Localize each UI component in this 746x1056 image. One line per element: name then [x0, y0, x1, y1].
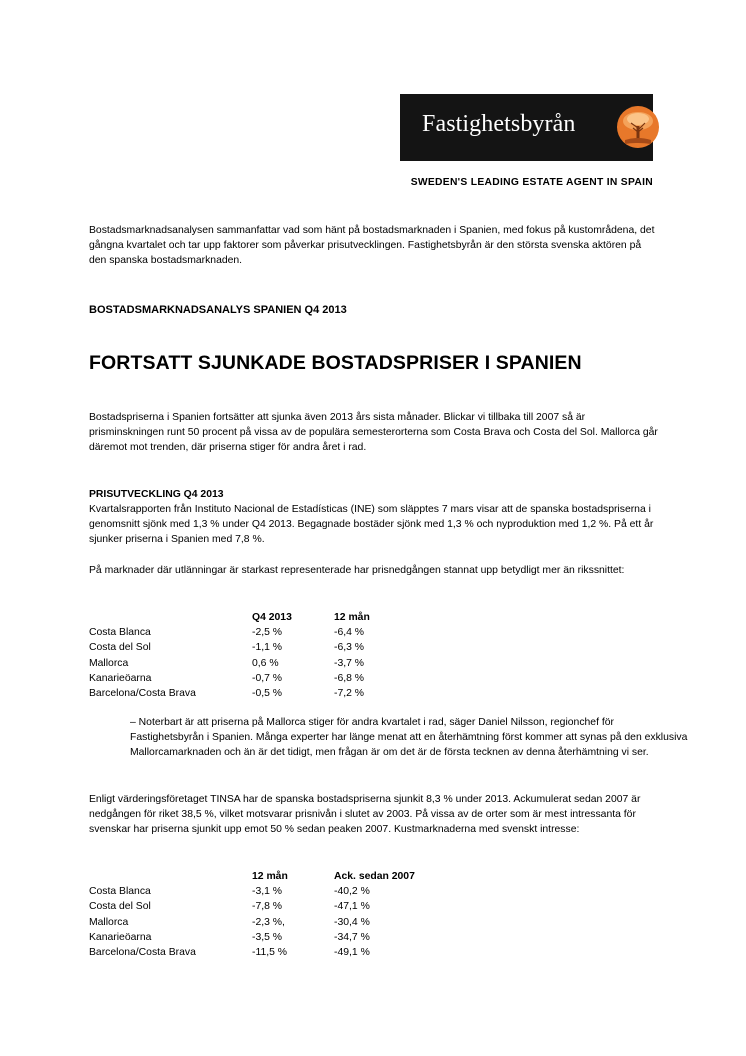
table-cell: Kanarieöarna [89, 931, 152, 943]
table-row [89, 899, 415, 914]
table-cell: 0,6 % [252, 657, 279, 669]
table-cell: Barcelona/Costa Brava [89, 946, 196, 958]
table-cell: Costa del Sol [89, 901, 151, 913]
table-row [89, 930, 415, 945]
table-cell: Costa del Sol [89, 642, 151, 654]
table-cell: Costa Blanca [89, 886, 151, 898]
table-row [89, 686, 370, 701]
table-header-cell: Ack. sedan 2007 [334, 871, 415, 882]
table-cell: -11,5 % [252, 946, 288, 958]
table-row [89, 915, 415, 930]
lede-paragraph: Bostadspriserna i Spanien fortsätter att sjunka även 2013 års sista månader. Blickar vi tillbaka till 2007 så är prisminskningen runt 50 procent på vissa av de populära semesterorterna som Costa Brava och Costa del Sol. Mallorca går däremot mot trenden, där priserna stiger för andra året i rad. [89, 412, 658, 454]
table-cell: Costa Blanca [89, 627, 151, 639]
table-header-cell: 12 mån [334, 612, 370, 623]
tinsa-paragraph: Enligt värderingsföretaget TINSA har de spanska bostadspriserna sjunkit 8,3 % under 2013. Ackumulerat sedan 2007 är nedgången för riket 38,5 %, vilket motsvarar prisnivån i slutet av 2003. På vissa av de orter som är mest intressanta för svenskar har priserna sjunkit upp emot 50 % sedan peaken 2007. Kustmarknaderna med svenskt intresse: [89, 794, 641, 836]
section-title: PRISUTVECKLING Q4 2013 [89, 489, 224, 500]
table-cell: -47,1 % [334, 901, 370, 913]
table-cell: Mallorca [89, 657, 129, 669]
table-cell: -3,7 % [334, 657, 365, 669]
table-row [89, 625, 370, 640]
table-cell: -30,4 % [334, 916, 370, 928]
price-table-2007 [89, 869, 415, 960]
page-title: FORTSATT SJUNKADE BOSTADSPRISER I SPANIEN [89, 352, 582, 374]
table-cell: -0,5 % [252, 687, 283, 699]
table-row [89, 656, 370, 671]
table-header-cell [89, 869, 252, 884]
table-cell: -6,8 % [334, 672, 365, 684]
table-cell: -6,3 % [334, 642, 365, 654]
table-cell: Mallorca [89, 916, 129, 928]
table-cell: -2,5 % [252, 627, 283, 639]
table-cell: Kanarieöarna [89, 672, 152, 684]
table-cell: -6,4 % [334, 627, 365, 639]
table-cell: -0,7 % [252, 672, 283, 684]
table-cell: -49,1 % [334, 946, 370, 958]
table-row [89, 884, 415, 899]
table-header-cell [89, 610, 252, 625]
table-row [89, 945, 415, 960]
markets-paragraph: På marknader där utlänningar är starkast representerade har prisnedgången stannat upp betydligt mer än rikssnittet: [89, 565, 625, 576]
table-header-cell: 12 mån [252, 871, 288, 882]
table-cell: -7,2 % [334, 687, 365, 699]
table-cell: Barcelona/Costa Brava [89, 687, 196, 699]
tree-icon [615, 104, 661, 150]
intro-paragraph: Bostadsmarknadsanalysen sammanfattar vad som hänt på bostadsmarknaden i Spanien, med fokus på kustområdena, det gångna kvartalet och tar upp faktorer som påverkar prisutvecklingen. Fastighetsbyrån är den största svenska aktören på den spanska bostadsmarknaden. [89, 225, 655, 267]
logo-text: Fastighetsbyrån [422, 111, 576, 137]
quote-paragraph: – Noterbart är att priserna på Mallorca stiger för andra kvartalet i rad, säger Daniel Nilsson, regionchef för Fastighetsbyrån i Spanien. Många experter har länge menat att en återhämtning först kommer att synas på den exklusiva Mallorcamarknaden och än är det tidigt, men frågan är om det är de första tecknen av denna återhämtning vi ser. [130, 717, 688, 759]
table-cell: -3,1 % [252, 886, 283, 898]
table-header-row [89, 610, 370, 625]
section-body: Kvartalsrapporten från Instituto Nacional de Estadísticas (INE) som släpptes 7 mars visar att de spanska bostadspriserna i genomsnitt sjönk med 1,3 % under Q4 2013. Begagnade bostäder sjönk med 1,3 % och nyproduktion med 1,2 %. På ett år sjunker priserna i Spanien med 7,8 %. [89, 504, 654, 546]
price-table-q4 [89, 610, 370, 701]
table-cell: -34,7 % [334, 931, 370, 943]
table-cell: -2,3 %, [252, 916, 285, 928]
logo [400, 94, 653, 161]
table-cell: -3,5 % [252, 931, 283, 943]
table-cell: -7,8 % [252, 901, 283, 913]
tagline: SWEDEN'S LEADING ESTATE AGENT IN SPAIN [410, 177, 653, 188]
table-header-cell: Q4 2013 [252, 612, 292, 623]
table-cell: -40,2 % [334, 886, 370, 898]
table-row [89, 640, 370, 655]
table-row [89, 671, 370, 686]
table-header-row [89, 869, 415, 884]
table-cell: -1,1 % [252, 642, 283, 654]
subhead: BOSTADSMARKNADSANALYS SPANIEN Q4 2013 [89, 304, 347, 316]
